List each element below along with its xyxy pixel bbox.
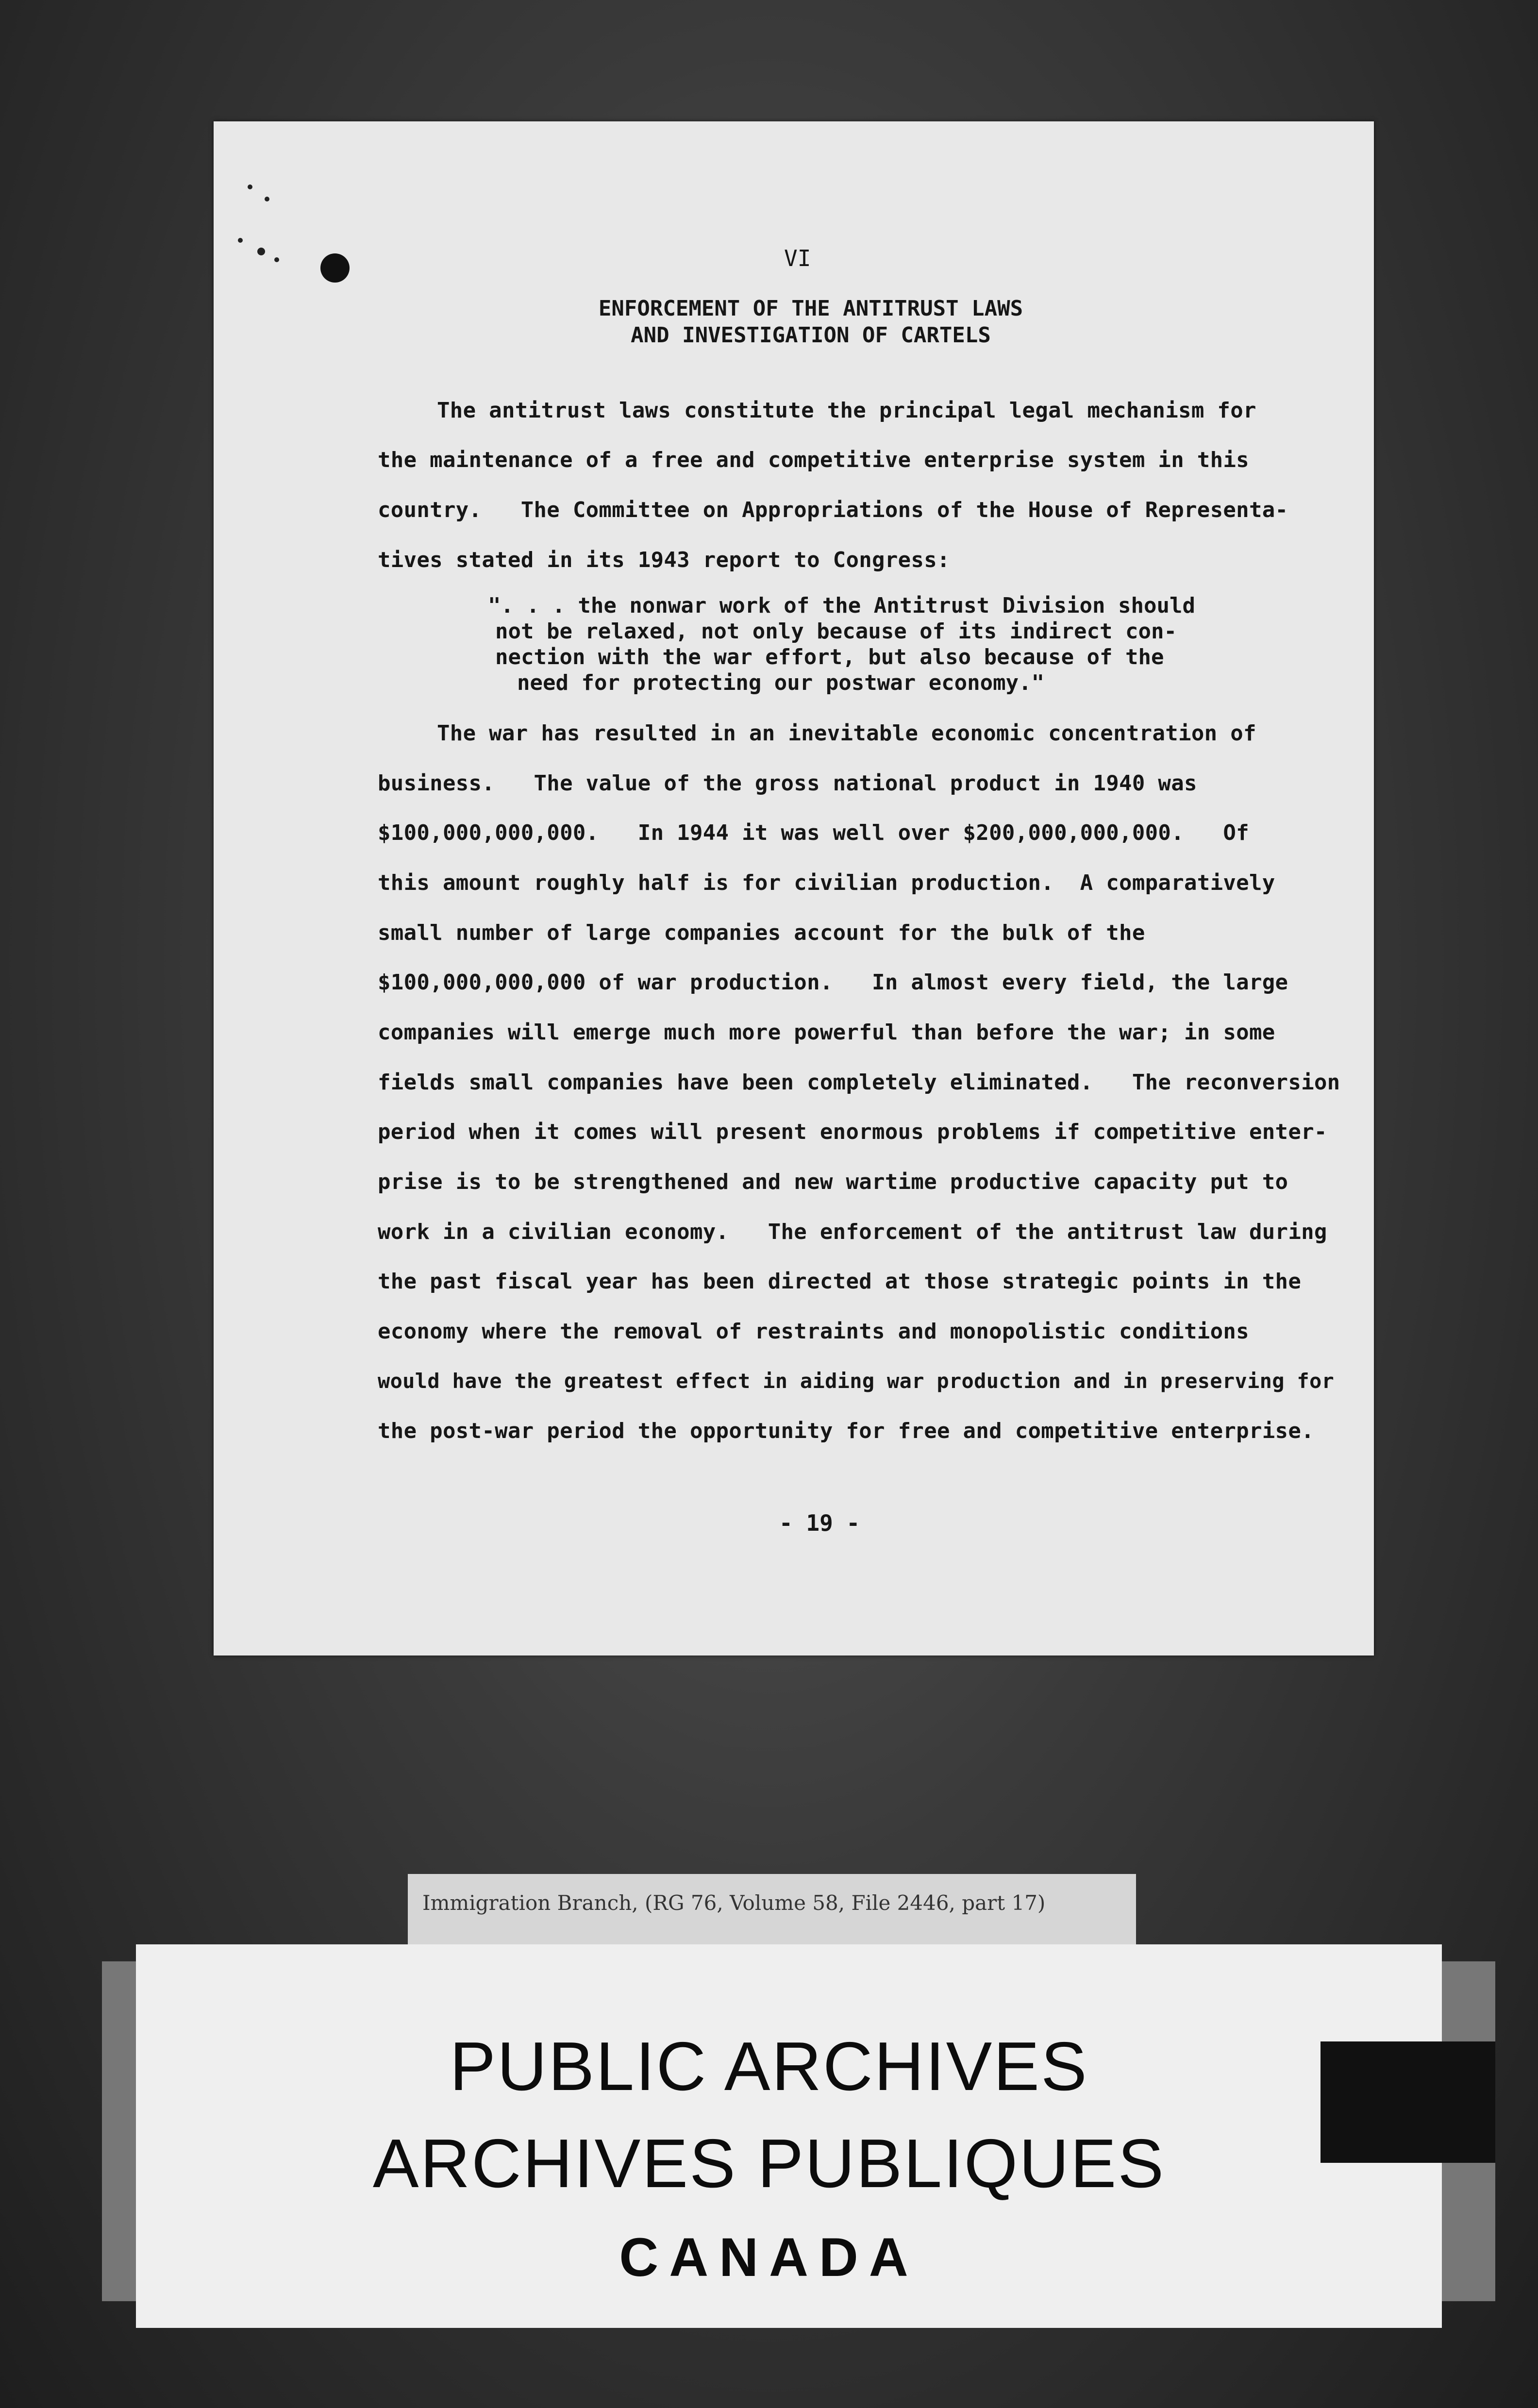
paragraph-line: tives stated in its 1943 report to Congress: [378, 548, 950, 572]
paragraph-line: economy where the removal of restraints and monopolistic conditions [378, 1319, 1249, 1344]
paragraph-line: the past fiscal year has been directed at those strategic points in the [378, 1269, 1302, 1294]
paragraph-line: this amount roughly half is for civilian production. A comparatively [378, 870, 1275, 895]
paragraph-line: the post-war period the opportunity for free and competitive enterprise. [378, 1419, 1314, 1443]
quote-line: nection with the war effort, but also because of the [495, 645, 1164, 669]
punch-hole [320, 253, 350, 283]
paragraph-line: period when it comes will present enormous problems if competitive enter- [378, 1120, 1327, 1144]
archive-line-archives-publiques: ARCHIVES PUBLIQUES [372, 2125, 1166, 2202]
paragraph-line: The war has resulted in an inevitable economic concentration of [437, 721, 1256, 746]
quote-line: need for protecting our postwar economy." [517, 670, 1045, 695]
page-number: - 19 - [779, 1510, 860, 1536]
paragraph-line: $100,000,000,000. In 1944 it was well over $200,000,000,000. Of [378, 820, 1249, 845]
paragraph-line: prise is to be strengthened and new wartime productive capacity put to [378, 1170, 1288, 1194]
section-number: VI [784, 245, 811, 271]
section-heading-line1: ENFORCEMENT OF THE ANTITRUST LAWS [598, 296, 1023, 321]
paragraph-line: The antitrust laws constitute the principal legal mechanism for [437, 398, 1256, 423]
paragraph-line: fields small companies have been completely eliminated. The reconversion [378, 1070, 1340, 1095]
archive-line-public-archives: PUBLIC ARCHIVES [450, 2028, 1088, 2105]
paragraph-line: the maintenance of a free and competitive enterprise system in this [378, 448, 1249, 472]
section-heading-line2: AND INVESTIGATION OF CARTELS [631, 323, 991, 348]
quote-line: ". . . the nonwar work of the Antitrust Division should [488, 593, 1195, 618]
paragraph-line: would have the greatest effect in aiding war production and in preserving for [378, 1369, 1335, 1393]
archive-line-canada: CANADA [619, 2227, 919, 2288]
quote-line: not be relaxed, not only because of its indirect con- [495, 619, 1177, 644]
paragraph-line: country. The Committee on Appropriations of the House of Representa- [378, 498, 1288, 522]
dust-specks [228, 175, 286, 272]
paragraph-line: $100,000,000,000 of war production. In almost every field, the large [378, 970, 1288, 995]
archive-reference: Immigration Branch, (RG 76, Volume 58, File 2446, part 17) [422, 1891, 1046, 1915]
paragraph-line: work in a civilian economy. The enforcement of the antitrust law during [378, 1220, 1327, 1244]
paragraph-line: business. The value of the gross national product in 1940 was [378, 771, 1197, 796]
paragraph-line: small number of large companies account for the bulk of the [378, 920, 1145, 945]
paragraph-line: companies will emerge much more powerful than before the war; in some [378, 1020, 1275, 1045]
